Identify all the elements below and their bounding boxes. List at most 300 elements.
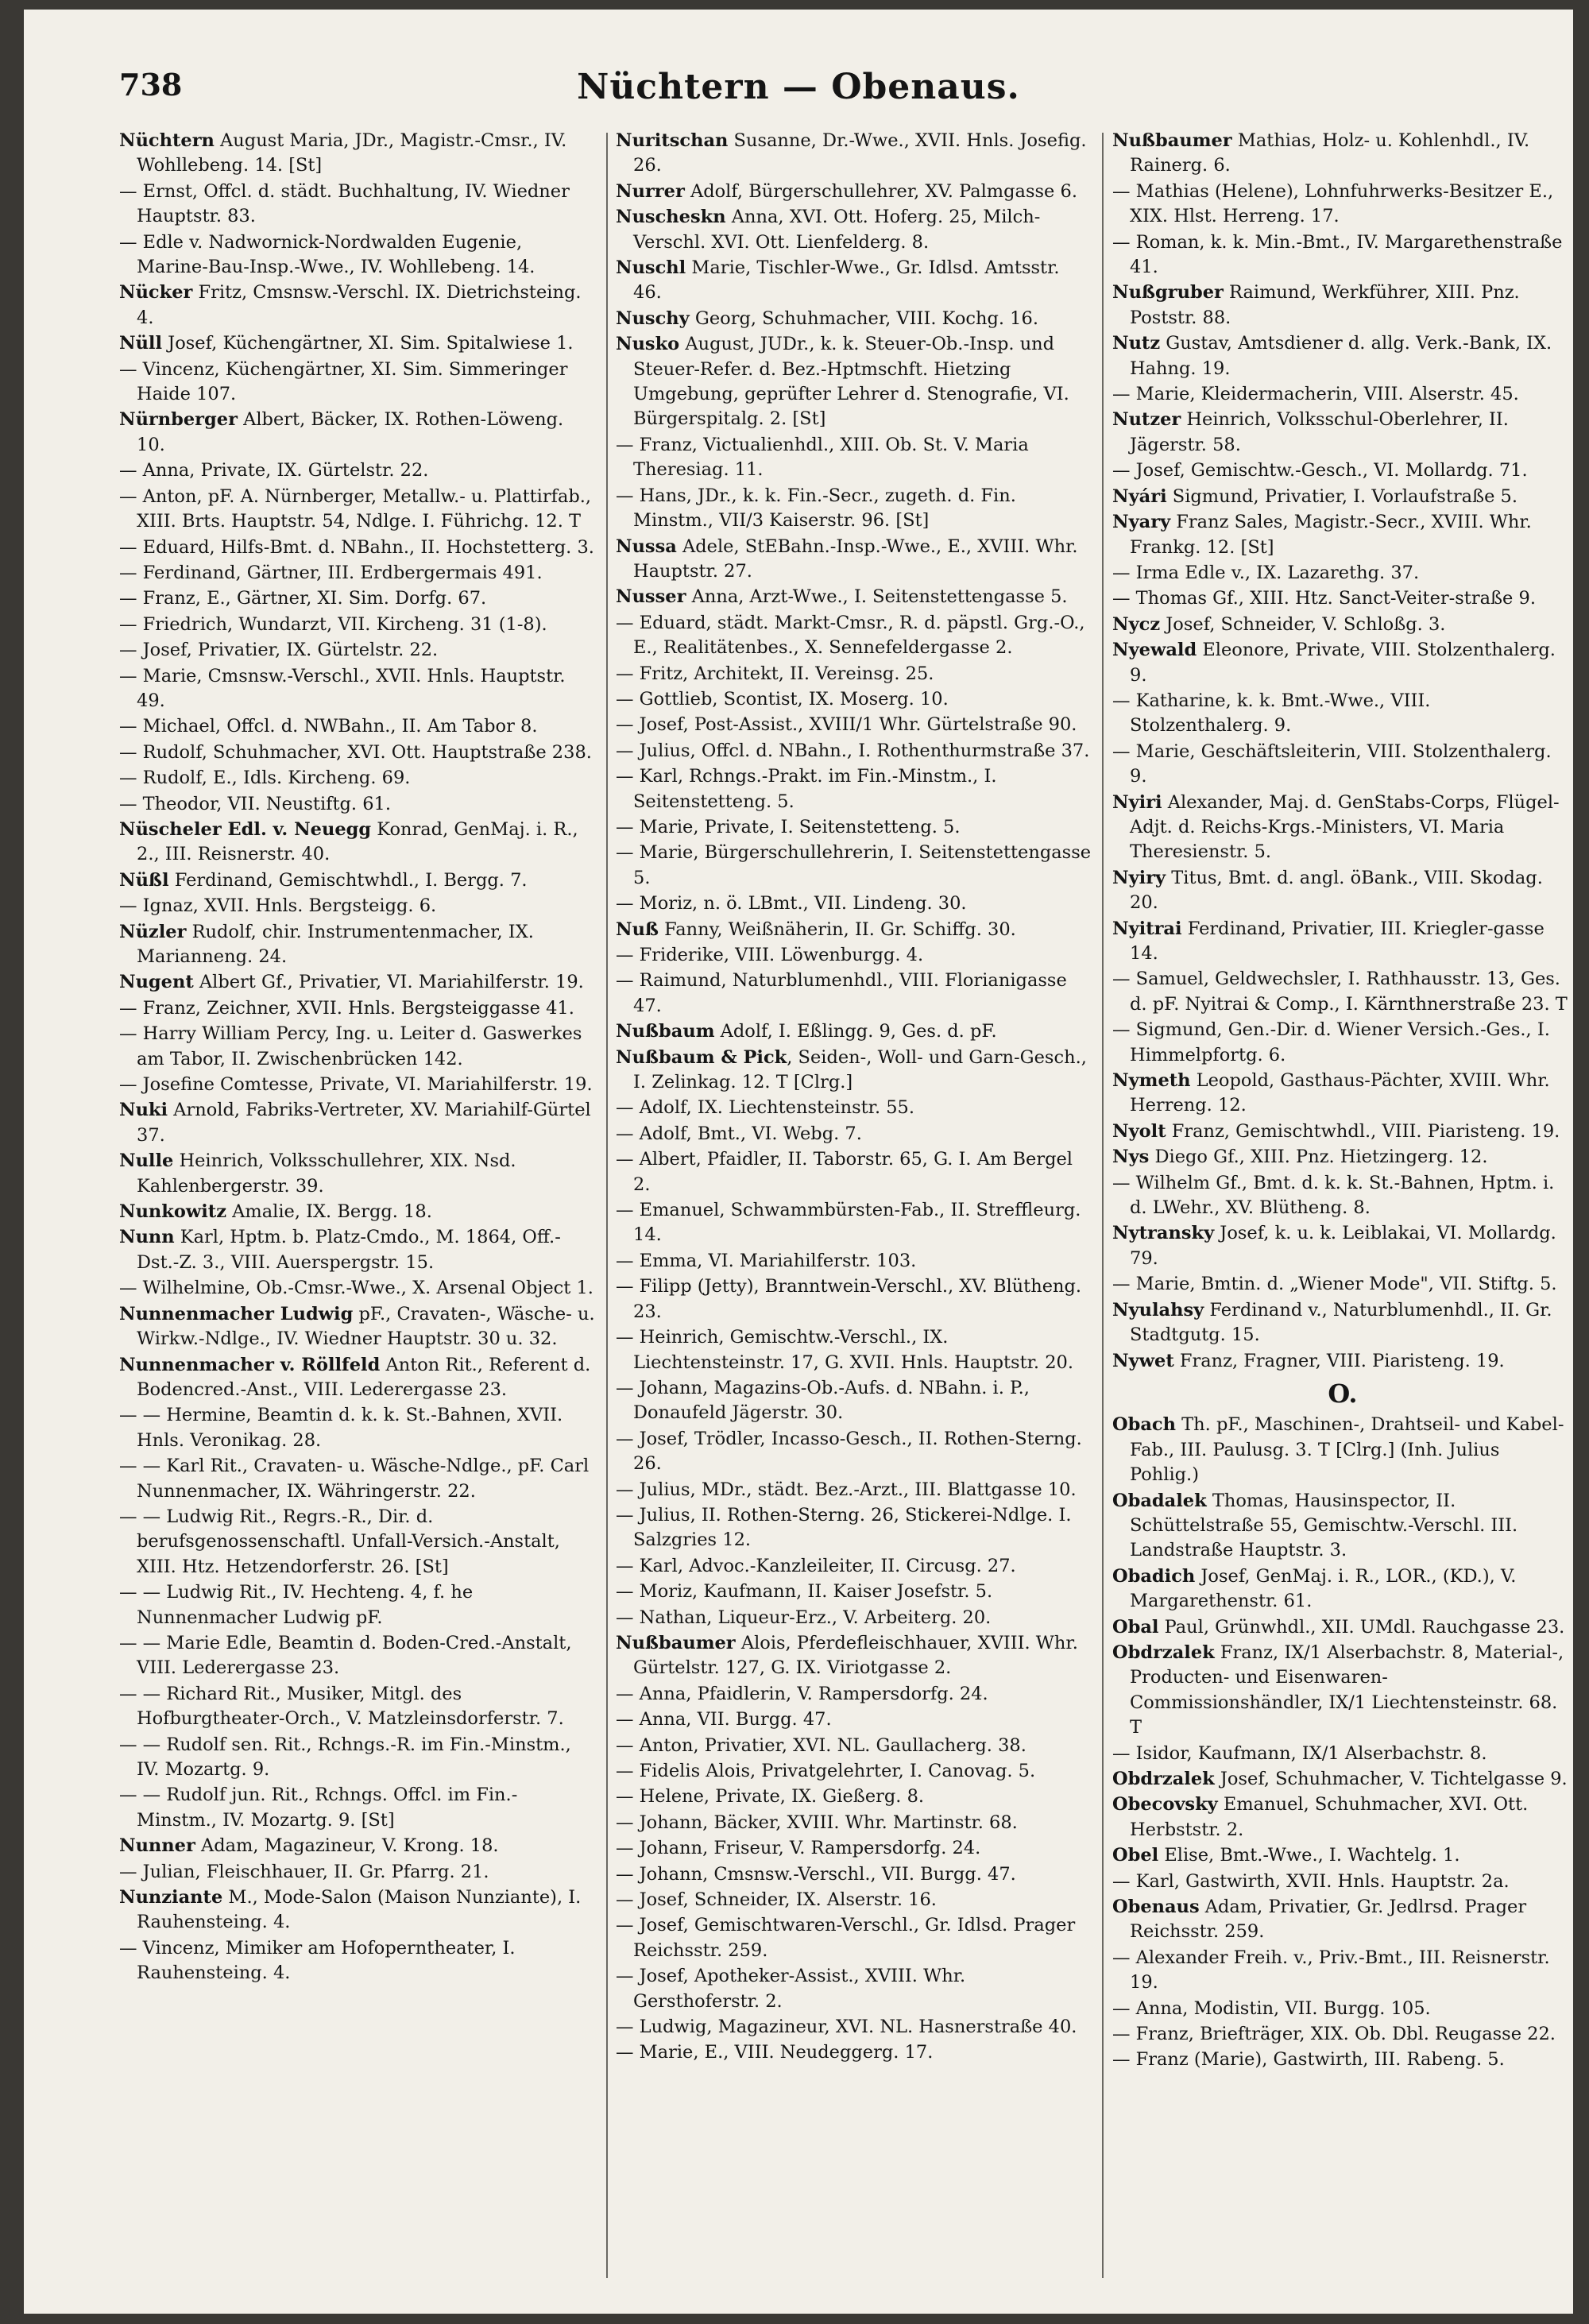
entry-surname: Nunn xyxy=(119,1227,175,1248)
entry-text: — Josef, Gemischtw.-Gesch., VI. Mollardg. 71. xyxy=(1112,460,1528,481)
entry-text: — Edle v. Nadwornick-Nordwalden Eugenie, Marine-Bau-Insp.-Wwe., IV. Wohllebeng. 14. xyxy=(119,231,535,278)
directory-entry xyxy=(1112,1145,1573,1170)
directory-entry xyxy=(616,1707,1092,1732)
directory-entry xyxy=(1112,2048,1573,2072)
directory-entry xyxy=(616,611,1092,661)
directory-entry xyxy=(119,664,596,714)
directory-entry xyxy=(616,1249,1092,1274)
entry-text: — Marie, Bmtin. d. „Wiener Mode", VII. Stiftg. 5. xyxy=(1112,1274,1557,1295)
entry-surname: Nußbaum & Pick xyxy=(616,1046,787,1068)
directory-entry xyxy=(1112,586,1573,611)
directory-entry xyxy=(616,332,1092,432)
entry-text: August Maria, JDr., Magistr.-Cmsr., IV. Wohllebeng. 14. [St] xyxy=(137,130,567,176)
directory-entry xyxy=(119,1783,596,1833)
entry-text: — Ferdinand, Gärtner, III. Erdbergermais 491. xyxy=(119,562,543,583)
directory-entry xyxy=(1112,408,1573,458)
directory-entry xyxy=(616,1122,1092,1147)
directory-entry xyxy=(616,918,1092,942)
directory-entry xyxy=(616,307,1092,331)
entry-text: Fritz, Cmsnsw.-Verschl. IX. Dietrichsteing. 4. xyxy=(137,282,582,328)
entry-text: — Julius, MDr., städt. Bez.-Arzt., III. Blattgasse 10. xyxy=(616,1479,1077,1500)
directory-entry xyxy=(1112,331,1573,381)
entry-surname: Obdrzalek xyxy=(1112,1641,1215,1663)
entry-surname: Nutzer xyxy=(1112,409,1181,431)
entry-text: — Josef, Apotheker-Assist., XVIII. Whr. Gersthoferstr. 2. xyxy=(616,1966,966,2012)
directory-entry xyxy=(616,841,1092,891)
entry-text: — Vincenz, Mimiker am Hofoperntheater, I. Rauhensteing. 4. xyxy=(119,1937,516,1984)
entry-surname: Obenaus xyxy=(1112,1897,1200,1918)
directory-entry xyxy=(1112,382,1573,407)
section-letter: O. xyxy=(1328,1378,1358,1409)
directory-entry xyxy=(616,1606,1092,1630)
page-number: 738 xyxy=(119,67,183,102)
directory-entry xyxy=(616,1376,1092,1426)
entry-surname: Nußbaum xyxy=(616,1021,715,1042)
entry-surname: Obal xyxy=(1112,1616,1159,1638)
entry-text: — Josef, Privatier, IX. Gürtelstr. 22. xyxy=(119,640,439,661)
entry-surname: Nusko xyxy=(616,334,680,355)
entry-surname: Nytransky xyxy=(1112,1223,1215,1244)
directory-entry xyxy=(119,1580,596,1630)
entry-surname: Nyewald xyxy=(1112,640,1197,661)
entry-text: Heinrich, Volksschul-Oberlehrer, II. Jägerstr. 58. xyxy=(1130,409,1509,455)
entry-text: Josef, GenMaj. i. R., LOR., (KD.), V. Margarethenstr. 61. xyxy=(1130,1565,1517,1612)
directory-entry xyxy=(1112,1946,1573,1996)
entry-surname: Nußbaumer xyxy=(616,1632,736,1653)
directory-entry xyxy=(616,180,1092,204)
entry-text: Anton Rit., Referent d. Bodencred.-Anst., VIII. Lederergasse 23. xyxy=(137,1354,591,1400)
directory-entry xyxy=(616,484,1092,534)
directory-entry xyxy=(1112,613,1573,637)
entry-text: — Rudolf, Schuhmacher, XVI. Ott. Hauptstraße 238. xyxy=(119,741,592,763)
entry-text: Sigmund, Privatier, I. Vorlaufstraße 5. xyxy=(1166,485,1518,507)
entry-text: — Moriz, Kaufmann, II. Kaiser Josefstr. 5. xyxy=(616,1581,993,1603)
entry-text: Titus, Bmt. d. angl. öBank., VIII. Skodag. 20. xyxy=(1130,867,1543,914)
entry-text: Susanne, Dr.-Wwe., XVII. Hnls. Josefig. 26. xyxy=(633,130,1087,176)
entry-text: — Marie, Kleidermacherin, VIII. Alserstr. 45. xyxy=(1112,384,1519,405)
directory-entry xyxy=(1112,1272,1573,1297)
directory-entry xyxy=(1112,1843,1573,1868)
directory-entry xyxy=(616,1785,1092,1809)
entry-text: Emanuel, Schuhmacher, XVI. Ott. Herbststr. 2. xyxy=(1130,1794,1529,1840)
directory-entry xyxy=(616,256,1092,306)
directory-entry xyxy=(1112,689,1573,739)
entry-text: — Johann, Magazins-Ob.-Aufs. d. NBahn. i. P., Donaufeld Jägerstr. 30. xyxy=(616,1377,1030,1424)
entry-surname: Nurrer xyxy=(616,180,685,202)
entry-surname: Nyiri xyxy=(1112,791,1162,813)
entry-text: — Johann, Cmsnsw.-Verschl., VII. Burgg. 47. xyxy=(616,1863,1016,1885)
directory-entry xyxy=(119,1860,596,1885)
directory-entry xyxy=(616,943,1092,968)
directory-entry xyxy=(1112,180,1573,230)
entry-text: — Hans, JDr., k. k. Fin.-Secr., zugeth. d. Fin. Minstm., VII/3 Kaiserstr. 96. [St] xyxy=(616,485,1016,532)
entry-surname: Obecovsky xyxy=(1112,1794,1218,1816)
directory-entry xyxy=(616,969,1092,1019)
entry-text: — Marie, Cmsnsw.-Verschl., XVII. Hnls. Hauptstr. 49. xyxy=(119,665,566,711)
directory-entry xyxy=(616,585,1092,609)
entry-surname: Nusser xyxy=(616,586,686,608)
entry-text: Rudolf, chir. Instrumentenmacher, IX. Marianneng. 24. xyxy=(137,921,534,967)
entry-text: — Wilhelm Gf., Bmt. d. k. k. St.-Bahnen, Hptm. i. d. LWehr., XV. Blütheng. 8. xyxy=(1112,1172,1555,1219)
entry-text: — Franz, Zeichner, XVII. Hnls. Bergsteiggasse 41. xyxy=(119,997,574,1019)
directory-entry xyxy=(119,536,596,560)
entry-text: Adolf, Bürgerschullehrer, XV. Palmgasse 6. xyxy=(684,180,1077,202)
entry-text: — — Marie Edle, Beamtin d. Boden-Cred.-Anstalt, VIII. Lederergasse 23. xyxy=(119,1632,572,1679)
entry-text: — Josef, Post-Assist., XVIII/1 Whr. Gürtelstraße 90. xyxy=(616,714,1077,736)
directory-entry xyxy=(119,458,596,483)
entry-text: Elise, Bmt.-Wwe., I. Wachtelg. 1. xyxy=(1158,1845,1460,1866)
directory-entry xyxy=(119,766,596,791)
entry-text: Paul, Grünwhdl., XII. UMdl. Rauchgasse 23. xyxy=(1158,1616,1565,1638)
entry-text: — — Ludwig Rit., IV. Hechteng. 4, f. he Nunnenmacher Ludwig pF. xyxy=(119,1582,474,1628)
entry-surname: Obadich xyxy=(1112,1565,1196,1587)
entry-text: — Julian, Fleischhauer, II. Gr. Pfarrg. 21. xyxy=(119,1861,489,1882)
entry-surname: Nyulahsy xyxy=(1112,1299,1204,1321)
directory-entry xyxy=(616,1836,1092,1861)
entry-surname: Nunnenmacher v. Röllfeld xyxy=(119,1354,381,1375)
entry-text: — Fidelis Alois, Privatgelehrter, I. Canovag. 5. xyxy=(616,1761,1036,1781)
entry-text: Karl, Hptm. b. Platz-Cmdo., M. 1864, Off.-Dst.-Z. 3., VIII. Auerspergstr. 15. xyxy=(137,1227,561,1273)
entry-text: — Roman, k. k. Min.-Bmt., IV. Margarethenstraße 41. xyxy=(1112,231,1563,278)
directory-entry xyxy=(1112,1564,1573,1614)
entry-text: — Eduard, städt. Markt-Cmsr., R. d. päpstl. Grg.-O., E., Realitätenbes., X. Sennefeldergasse 2. xyxy=(616,612,1085,659)
directory-entry xyxy=(119,613,596,637)
directory-entry xyxy=(119,1200,596,1224)
entry-surname: Nyiry xyxy=(1112,867,1166,888)
entry-text: — Sigmund, Gen.-Dir. d. Wiener Versich.-Ges., I. Himmelpfortg. 6. xyxy=(1112,1019,1550,1065)
entry-surname: Nüzler xyxy=(119,921,187,942)
directory-entry xyxy=(119,408,596,458)
entry-text: Josef, k. u. k. Leiblakai, VI. Mollardg. 79. xyxy=(1130,1223,1556,1269)
directory-entry xyxy=(119,1225,596,1275)
entry-surname: Nycz xyxy=(1112,613,1161,635)
column-rule xyxy=(1102,133,1104,2278)
entry-text: — Adolf, IX. Liechtensteinstr. 55. xyxy=(616,1097,915,1119)
entry-text: Gustav, Amtsdiener d. allg. Verk.-Bank, IX. Hahng. 19. xyxy=(1130,333,1552,379)
entry-text: — Moriz, n. ö. LBmt., VII. Lindeng. 30. xyxy=(616,893,967,915)
entry-text: — Julius, II. Rothen-Sterng. 26, Stickerei-Ndlge. I. Salzgries 12. xyxy=(616,1504,1072,1551)
directory-entry xyxy=(119,638,596,663)
entry-surname: Nuritschan xyxy=(616,130,729,151)
entry-surname: Nugent xyxy=(119,972,194,993)
directory-entry xyxy=(1112,485,1573,509)
entry-text: — Franz, Briefträger, XIX. Ob. Dbl. Reugasse 22. xyxy=(1112,2024,1556,2045)
entry-text: — Friedrich, Wundarzt, VII. Kircheng. 31 (1-8). xyxy=(119,613,547,635)
entry-text: — Friderike, VIII. Löwenburgg. 4. xyxy=(616,945,924,965)
directory-entry xyxy=(119,1022,596,1072)
entry-text: — Josef, Trödler, Incasso-Gesch., II. Rothen-Sterng. 26. xyxy=(616,1428,1082,1475)
entry-text: Arnold, Fabriks-Vertreter, XV. Mariahilf-Gürtel 37. xyxy=(137,1100,591,1146)
entry-surname: Nuschl xyxy=(616,257,686,279)
entry-text: Thomas, Hausinspector, II. Schüttelstraße 55, Gemischtw.-Verschl. III. Landstraße Hauptstr. 3. xyxy=(1130,1490,1518,1561)
directory-entry xyxy=(119,230,596,280)
entry-text: — Wilhelmine, Ob.-Cmsr.-Wwe., X. Arsenal Object 1. xyxy=(119,1278,593,1299)
directory-entry xyxy=(1112,1792,1573,1843)
directory-entry xyxy=(616,1964,1092,2014)
entry-text: — Franz, E., Gärtner, XI. Sim. Dorfg. 67. xyxy=(119,588,487,609)
directory-entry xyxy=(119,358,596,408)
directory-entry xyxy=(616,1046,1092,1096)
entry-text: — Albert, Pfaidler, II. Taborstr. 65, G. I. Am Bergel 2. xyxy=(616,1149,1073,1195)
entry-text: — Karl, Advoc.-Kanzleileiter, II. Circusg. 27. xyxy=(616,1555,1016,1576)
directory-entry xyxy=(119,1733,596,1783)
entry-text: — Anna, Private, IX. Gürtelstr. 22. xyxy=(119,460,429,481)
entry-surname: Nys xyxy=(1112,1147,1150,1168)
entry-surname: Nutz xyxy=(1112,333,1161,354)
column-3 xyxy=(1112,129,1573,2290)
entry-text: — Theodor, VII. Neustiftg. 61. xyxy=(119,793,392,814)
directory-entry xyxy=(616,764,1092,814)
directory-entry xyxy=(119,1682,596,1732)
entry-text: Alois, Pferdefleischhauer, XVIII. Whr. Gürtelstr. 127, G. IX. Viriotgasse 2. xyxy=(633,1632,1078,1679)
directory-entry xyxy=(616,129,1092,179)
entry-text: — Gottlieb, Scontist, IX. Moserg. 10. xyxy=(616,688,949,710)
directory-entry xyxy=(119,714,596,739)
directory-entry xyxy=(119,792,596,817)
entry-text: August, JUDr., k. k. Steuer-Ob.-Insp. und Steuer-Refer. d. Bez.-Hptmschft. Hietzing Umgebung, geprüfter Lehrer d. Stenografie, VI. Bürgerspitalg. 2. [St] xyxy=(633,334,1069,430)
entry-text: Ferdinand, Privatier, III. Kriegler-gasse 14. xyxy=(1130,918,1545,964)
entry-text: — Katharine, k. k. Bmt.-Wwe., VIII. Stolzenthalerg. 9. xyxy=(1112,690,1431,737)
entry-surname: Obel xyxy=(1112,1845,1159,1866)
entry-surname: Nüchtern xyxy=(119,130,215,151)
entry-text: Ferdinand v., Naturblumenhdl., II. Gr. Stadtgutg. 15. xyxy=(1130,1299,1552,1346)
entry-surname: Nuß xyxy=(616,918,659,940)
directory-entry xyxy=(119,741,596,765)
directory-entry xyxy=(1112,230,1573,280)
directory-entry xyxy=(119,1073,596,1097)
entry-text: Eleonore, Private, VIII. Stolzenthalerg. 9. xyxy=(1130,640,1556,686)
directory-entry xyxy=(1112,866,1573,916)
directory-entry xyxy=(616,1554,1092,1579)
entry-text: — Marie, Bürgerschullehrerin, I. Seitenstettengasse 5. xyxy=(616,842,1092,888)
directory-entry xyxy=(119,280,596,331)
entry-text: — Anna, VII. Burgg. 47. xyxy=(616,1709,832,1730)
directory-entry xyxy=(616,1862,1092,1887)
directory-entry xyxy=(616,1580,1092,1604)
directory-entry xyxy=(119,894,596,918)
entry-text: — — Karl Rit., Cravaten- u. Wäsche-Ndlge., pF. Carl Nunnenmacher, IX. Währingerstr. 22. xyxy=(119,1456,590,1502)
entry-text: Raimund, Werkführer, XIII. Pnz. Poststr. 88. xyxy=(1130,282,1520,328)
entry-surname: Nuschy xyxy=(616,307,690,329)
directory-entry xyxy=(616,687,1092,712)
directory-entry xyxy=(616,535,1092,585)
directory-entry xyxy=(616,1198,1092,1248)
directory-entry xyxy=(1112,1997,1573,2021)
directory-entry xyxy=(1112,280,1573,331)
directory-entry xyxy=(119,1353,596,1403)
directory-entry xyxy=(1112,1221,1573,1271)
directory-entry xyxy=(1112,1870,1573,1894)
entry-text: Franz Sales, Magistr.-Secr., XVIII. Whr. Frankg. 12. [St] xyxy=(1130,512,1532,558)
directory-page xyxy=(24,10,1573,2314)
directory-entry xyxy=(119,1098,596,1148)
directory-entry xyxy=(1112,1298,1573,1348)
directory-entry xyxy=(119,1885,596,1935)
column-rule xyxy=(606,133,608,2278)
entry-text: — Anna, Modistin, VII. Burgg. 105. xyxy=(1112,1997,1431,2019)
entry-text: — Marie, Geschäftsleiterin, VIII. Stolzenthalerg. 9. xyxy=(1112,741,1552,787)
entry-text: — Isidor, Kaufmann, IX/1 Alserbachstr. 8. xyxy=(1112,1742,1487,1764)
directory-entry xyxy=(1112,2022,1573,2047)
entry-surname: Nunziante xyxy=(119,1887,223,1908)
entry-text: Franz, Fragner, VIII. Piaristeng. 19. xyxy=(1173,1350,1505,1371)
entry-text: Heinrich, Volksschullehrer, XIX. Nsd. Kahlenbergerstr. 39. xyxy=(137,1150,516,1197)
entry-surname: Nüßl xyxy=(119,869,169,891)
entry-text: — Fritz, Architekt, II. Vereinsg. 25. xyxy=(616,663,934,684)
entry-text: — Karl, Gastwirth, XVII. Hnls. Hauptstr. 2a. xyxy=(1112,1870,1510,1892)
directory-entry xyxy=(616,1682,1092,1707)
entry-text: — — Rudolf jun. Rit., Rchngs. Offcl. im Fin.-Minstm., IV. Mozartg. 9. [St] xyxy=(119,1785,518,1831)
entry-surname: Nuscheskn xyxy=(616,207,726,228)
entry-surname: Nymeth xyxy=(1112,1070,1191,1092)
entry-surname: Nunkowitz xyxy=(119,1201,226,1223)
directory-entry xyxy=(616,891,1092,916)
directory-entry xyxy=(1112,1641,1573,1741)
entry-surname: Nunnenmacher Ludwig xyxy=(119,1303,354,1324)
entry-text: Adam, Magazineur, V. Krong. 18. xyxy=(195,1835,499,1857)
entry-text: — Irma Edle v., IX. Lazarethg. 37. xyxy=(1112,562,1420,583)
directory-entry xyxy=(616,1734,1092,1758)
directory-entry xyxy=(119,1454,596,1504)
directory-entry xyxy=(1112,791,1573,865)
entry-text: Mathias, Holz- u. Kohlenhdl., IV. Rainerg. 6. xyxy=(1130,130,1530,176)
entry-surname: Obadalek xyxy=(1112,1490,1207,1511)
directory-entry xyxy=(119,970,596,995)
directory-entry xyxy=(616,1325,1092,1375)
entry-text: Josef, Küchengärtner, XI. Sim. Spitalwiese 1. xyxy=(162,333,574,354)
entry-surname: Nüll xyxy=(119,333,163,354)
directory-entry xyxy=(1112,1069,1573,1119)
entry-surname: Nußbaumer xyxy=(1112,130,1232,151)
entry-surname: Nücker xyxy=(119,282,193,304)
directory-entry xyxy=(1112,458,1573,483)
directory-entry xyxy=(616,739,1092,764)
entry-surname: Nyary xyxy=(1112,512,1171,533)
entry-text: — Marie, Private, I. Seitenstetteng. 5. xyxy=(616,816,961,837)
directory-entry xyxy=(119,1149,596,1199)
directory-entry xyxy=(119,996,596,1021)
directory-entry xyxy=(1112,740,1573,790)
entry-text: M., Mode-Salon (Maison Nunziante), I. Rauhensteing. 4. xyxy=(137,1887,582,1933)
entry-text: — Marie, E., VIII. Neudeggerg. 17. xyxy=(616,2042,934,2063)
directory-entry xyxy=(616,1019,1092,1044)
entry-surname: Nußgruber xyxy=(1112,282,1224,304)
entry-text: — — Rudolf sen. Rit., Rchngs.-R. im Fin.-Minstm., IV. Mozartg. 9. xyxy=(119,1734,571,1780)
directory-entry xyxy=(1112,1413,1573,1487)
entry-surname: Nüscheler Edl. v. Neuegg xyxy=(119,818,372,840)
directory-entry xyxy=(616,1147,1092,1197)
entry-surname: Obach xyxy=(1112,1414,1176,1436)
entry-text: — Vincenz, Küchengärtner, XI. Sim. Simmeringer Haide 107. xyxy=(119,358,568,405)
directory-entry xyxy=(1112,1171,1573,1221)
directory-entry xyxy=(119,331,596,356)
directory-entry xyxy=(119,1276,596,1301)
directory-entry xyxy=(119,1403,596,1453)
entry-surname: Nywet xyxy=(1112,1350,1174,1371)
directory-entry xyxy=(119,1302,596,1352)
directory-entry xyxy=(616,1811,1092,1835)
directory-entry xyxy=(1112,1615,1573,1640)
entry-text: — Anton, pF. A. Nürnberger, Metallw.- u. Plattirfab., XIII. Brts. Hauptstr. 54, Ndlge. I. Führichg. 12. T xyxy=(119,485,592,532)
directory-entry xyxy=(1112,967,1573,1017)
entry-text: — Josefine Comtesse, Private, VI. Mariahilferstr. 19. xyxy=(119,1074,593,1096)
entry-text: Alexander, Maj. d. GenStabs-Corps, Flügel-Adjt. d. Reichs-Krgs.-Ministers, VI. Maria Theresienstr. 5. xyxy=(1130,791,1560,863)
running-head: Nüchtern — Obenaus. xyxy=(577,67,1020,107)
entry-text: — Raimund, Naturblumenhdl., VIII. Florianigasse 47. xyxy=(616,970,1067,1016)
entry-text: — Adolf, Bmt., VI. Webg. 7. xyxy=(616,1123,862,1144)
entry-text: — — Ludwig Rit., Regrs.-R., Dir. d. berufsgenossenschaftl. Unfall-Versich.-Anstalt, XIII. Htz. Hetzendorferstr. 26. [St] xyxy=(119,1506,560,1577)
directory-entry xyxy=(616,1503,1092,1553)
directory-entry xyxy=(616,1888,1092,1912)
entry-text: — Rudolf, E., Idls. Kircheng. 69. xyxy=(119,768,411,789)
entry-text: — Karl, Rchngs.-Prakt. im Fin.-Minstm., I. Seitenstetteng. 5. xyxy=(616,766,997,812)
directory-entry xyxy=(119,1505,596,1580)
entry-surname: Nuki xyxy=(119,1100,168,1121)
directory-entry xyxy=(616,433,1092,483)
entry-text: , Seiden-, Woll- und Garn-Gesch., I. Zelinkag. 12. T [Clrg.] xyxy=(633,1046,1087,1093)
directory-entry xyxy=(616,1427,1092,1477)
directory-entry xyxy=(616,1478,1092,1502)
directory-entry xyxy=(616,205,1092,255)
entry-text: Georg, Schuhmacher, VIII. Kochg. 16. xyxy=(689,307,1038,329)
entry-text: — Ernst, Offcl. d. städt. Buchhaltung, IV. Wiedner Hauptstr. 83. xyxy=(119,180,570,227)
entry-text: Amalie, IX. Bergg. 18. xyxy=(226,1201,432,1223)
entry-text: — — Richard Rit., Musiker, Mitgl. des Hofburgtheater-Orch., V. Matzleinsdorferstr. 7. xyxy=(119,1683,564,1730)
entry-text: — Anna, Pfaidlerin, V. Rampersdorfg. 24. xyxy=(616,1683,988,1704)
directory-entry xyxy=(1112,917,1573,967)
entry-text: — Julius, Offcl. d. NBahn., I. Rothenthurmstraße 37. xyxy=(616,740,1090,761)
entry-text: Ferdinand, Gemischtwhdl., I. Bergg. 7. xyxy=(168,869,528,891)
entry-text: Fanny, Weißnäherin, II. Gr. Schiffg. 30. xyxy=(659,918,1016,940)
directory-entry xyxy=(616,662,1092,686)
directory-entry xyxy=(1112,1742,1573,1766)
entry-text: — Emma, VI. Mariahilferstr. 103. xyxy=(616,1250,917,1271)
directory-entry xyxy=(119,180,596,230)
directory-entry xyxy=(616,815,1092,840)
entry-text: — Johann, Friseur, V. Rampersdorfg. 24. xyxy=(616,1838,981,1859)
entry-text: — — Hermine, Beamtin d. k. k. St.-Bahnen, XVII. Hnls. Veronikag. 28. xyxy=(119,1405,563,1451)
entry-text: Albert, Bäcker, IX. Rothen-Löweng. 10. xyxy=(137,409,564,455)
directory-entry xyxy=(119,129,596,179)
entry-text: Franz, Gemischtwhdl., VIII. Piaristeng. 19. xyxy=(1166,1120,1560,1142)
entry-text: Konrad, GenMaj. i. R., 2., III. Reisnerstr. 40. xyxy=(137,818,578,865)
directory-entry xyxy=(119,1936,596,1986)
directory-entry xyxy=(1112,1119,1573,1144)
entry-text: — Eduard, Hilfs-Bmt. d. NBahn., II. Hochstetterg. 3. xyxy=(119,536,594,558)
entry-text: Josef, Schneider, V. Schloßg. 3. xyxy=(1160,613,1446,635)
entry-text: Adam, Privatier, Gr. Jedlrsd. Prager Reichsstr. 259. xyxy=(1130,1897,1527,1943)
entry-text: — Anton, Privatier, XVI. NL. Gaullacherg. 38. xyxy=(616,1734,1026,1756)
entry-text: — Michael, Offcl. d. NWBahn., II. Am Tabor 8. xyxy=(119,716,538,737)
directory-entry xyxy=(119,1834,596,1858)
entry-surname: Nyitrai xyxy=(1112,918,1182,939)
entry-text: Th. pF., Maschinen-, Drahtseil- und Kabel-Fab., III. Paulusg. 3. T [Clrg.] (Inh. Julius Pohlig.) xyxy=(1130,1414,1564,1486)
entry-surname: Obdrzalek xyxy=(1112,1769,1215,1789)
directory-entry xyxy=(119,868,596,893)
entry-text: — Mathias (Helene), Lohnfuhrwerks-Besitzer E., XIX. Hlst. Herreng. 17. xyxy=(1112,180,1554,227)
directory-entry xyxy=(1112,1767,1573,1792)
entry-text: Diego Gf., XIII. Pnz. Hietzingerg. 12. xyxy=(1149,1147,1488,1168)
directory-entry xyxy=(616,1631,1092,1681)
directory-entry xyxy=(1112,1489,1573,1564)
entry-text: — Josef, Schneider, IX. Alserstr. 16. xyxy=(616,1889,937,1911)
entry-text: Josef, Schuhmacher, V. Tichtelgasse 9. xyxy=(1214,1769,1568,1789)
entry-text: — Ignaz, XVII. Hnls. Bergsteigg. 6. xyxy=(119,895,437,917)
directory-entry xyxy=(616,2040,1092,2065)
directory-entry xyxy=(119,586,596,611)
entry-surname: Nunner xyxy=(119,1835,195,1857)
entry-surname: Nürnberger xyxy=(119,409,238,431)
